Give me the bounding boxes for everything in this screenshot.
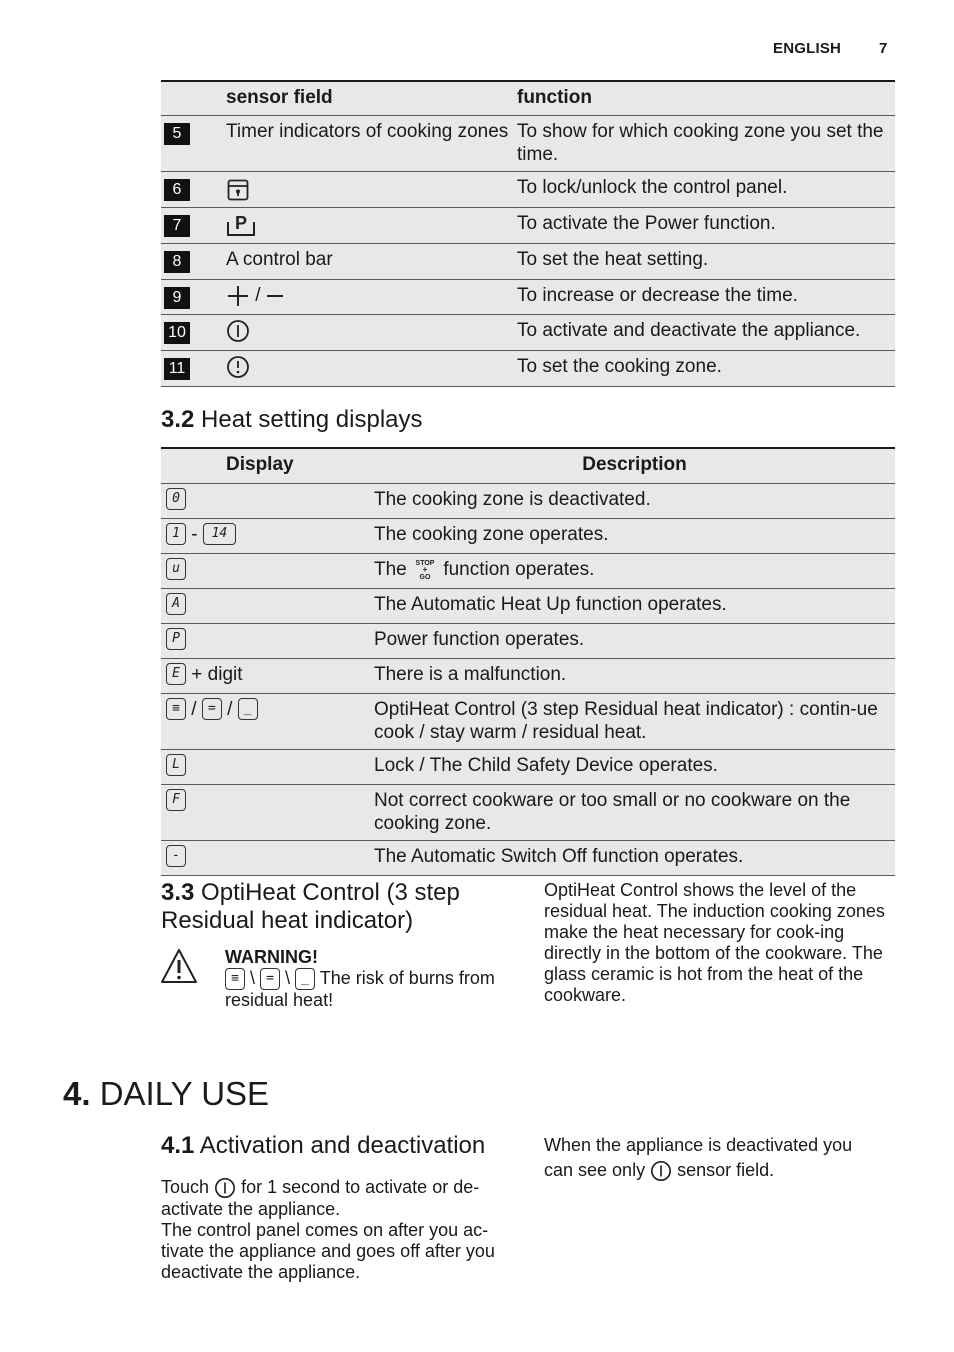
right-pre: When the appliance is deactivated you can see only [544,1135,853,1180]
language-label: ENGLISH [773,40,842,57]
row-number: 8 [164,251,190,273]
section-3-2-heading [161,406,423,434]
sensor-name: A control bar [226,243,517,279]
deactivated-text [544,1133,884,1183]
display-symbol: = [260,968,280,990]
row-number: 11 [164,358,190,380]
warning-triangle-icon [159,947,199,985]
table-row [161,749,895,784]
panel-text: The control panel comes on after you ac-tivate the appliance and goes off after you deactivate the appliance. [161,1220,495,1283]
row-number: 6 [164,179,190,201]
row-number: 10 [164,322,190,344]
table-row [161,483,895,518]
svg-text:P: P [235,212,248,233]
sensor-function: To set the cooking zone. [517,350,895,386]
warning-label: WARNING! [225,947,318,967]
section-number: 3.2 [161,406,195,433]
display-separator: / [191,698,197,720]
minus-icon [266,284,284,308]
display-symbol: 14 [203,523,236,545]
activation-text [161,1177,513,1283]
sensor-table-header [161,81,895,115]
table-row [161,658,895,693]
sensor-function: To activate and deactivate the appliance. [517,314,895,350]
table-row [161,207,895,243]
col-sensor-field: sensor field [226,81,517,115]
display-description: Lock / The Child Safety Device operates. [374,749,895,784]
chapter-4-heading [63,1074,269,1114]
display-separator: - [191,523,198,545]
display-table [161,447,895,876]
row-number: 5 [164,123,190,145]
section-3-3-heading [161,879,501,935]
table-row [161,784,895,840]
sensor-function: To lock/unlock the control panel. [517,171,895,207]
display-symbol: ≡ [166,698,186,720]
touch-post: for 1 second to activate or de-activate the appliance. [161,1177,480,1220]
warning-separator: \ [250,968,256,988]
table-row [161,553,895,588]
on-off-icon [214,1177,236,1199]
col-description: Description [374,448,895,483]
sensor-function: To set the heat setting. [517,243,895,279]
display-symbol: u [166,558,186,580]
table-row [161,693,895,749]
display-symbol: 1 [166,523,186,545]
svg-text:STOP: STOP [415,559,435,567]
table-row [161,279,895,314]
warning-separator: \ [285,968,291,988]
display-symbol: E [166,663,186,685]
display-symbol: F [166,789,186,811]
svg-text:GO: GO [419,573,431,581]
sensor-function: To activate the Power function. [517,207,895,243]
sensor-function: To increase or decrease the time. [517,279,895,314]
display-symbol: P [166,628,186,650]
display-description: The Automatic Heat Up function operates. [374,588,895,623]
table-row [161,623,895,658]
plus-icon [226,284,250,308]
display-description: OptiHeat Control (3 step Residual heat indicator) : contin-ue cook / stay warm / residual heat. [374,693,895,749]
optiheat-description: OptiHeat Control shows the level of the residual heat. The induction cooking zones make the heat necessary for cook-ing directly in the bottom of the cookware. The glass ceramic is hot from the heat of the cookware. [544,880,885,1005]
table-row [161,588,895,623]
plus-minus-separator: / [255,284,261,306]
touch-pre: Touch [161,1177,210,1197]
display-separator: / [227,698,233,720]
chapter-title: DAILY USE [99,1075,270,1112]
table-row [161,171,895,207]
display-symbol: = [202,698,222,720]
display-description: There is a malfunction. [374,658,895,693]
table-row [161,350,895,386]
description-post: function operates. [443,558,595,580]
table-row [161,840,895,875]
display-suffix: + digit [191,663,243,685]
col-function: function [517,81,895,115]
on-off-icon [650,1160,672,1182]
row-number: 7 [164,215,190,237]
sensor-function: To show for which cooking zone you set the time. [517,115,895,171]
section-number: 4.1 [161,1132,195,1159]
display-description: The Automatic Switch Off function operates. [374,840,895,875]
display-description: The cooking zone operates. [374,518,895,553]
chapter-number: 4. [63,1075,91,1112]
display-symbol: - [166,845,186,867]
display-symbol: _ [238,698,258,720]
display-description: The cooking zone is deactivated. [374,483,895,518]
table-row [161,518,895,553]
svg-text:+: + [422,564,428,574]
section-4-1-heading [161,1132,485,1160]
warning-text: The risk of burns from residual heat! [225,968,495,1011]
lock-icon [226,178,250,202]
table-row [161,115,895,171]
page-number: 7 [879,40,888,57]
display-table-header [161,448,895,483]
section-title: Activation and deactivation [199,1132,486,1159]
sensor-name: Timer indicators of cooking zones [226,115,517,171]
col-display: Display [161,448,374,483]
section-number: 3.3 [161,879,195,906]
display-symbol: 0 [166,488,186,510]
display-description: Power function operates. [374,623,895,658]
stop-go-icon [412,558,438,582]
display-symbol: A [166,593,186,615]
display-symbol: L [166,754,186,776]
section-title: Heat setting displays [201,406,423,433]
display-symbol: ≡ [225,968,245,990]
description-pre: The [374,558,407,580]
right-post: sensor field. [677,1160,775,1180]
display-description: Not correct cookware or too small or no cookware on the cooking zone. [374,784,895,840]
section-title: OptiHeat Control (3 step Residual heat indicator) [161,879,460,934]
table-row [161,314,895,350]
table-row [161,243,895,279]
sensor-table [161,80,895,387]
zone-select-icon [226,355,250,379]
power-boost-icon [226,212,258,238]
display-symbol: _ [295,968,315,990]
row-number: 9 [164,287,190,309]
on-off-icon [226,319,250,343]
warning-block [225,947,505,1011]
